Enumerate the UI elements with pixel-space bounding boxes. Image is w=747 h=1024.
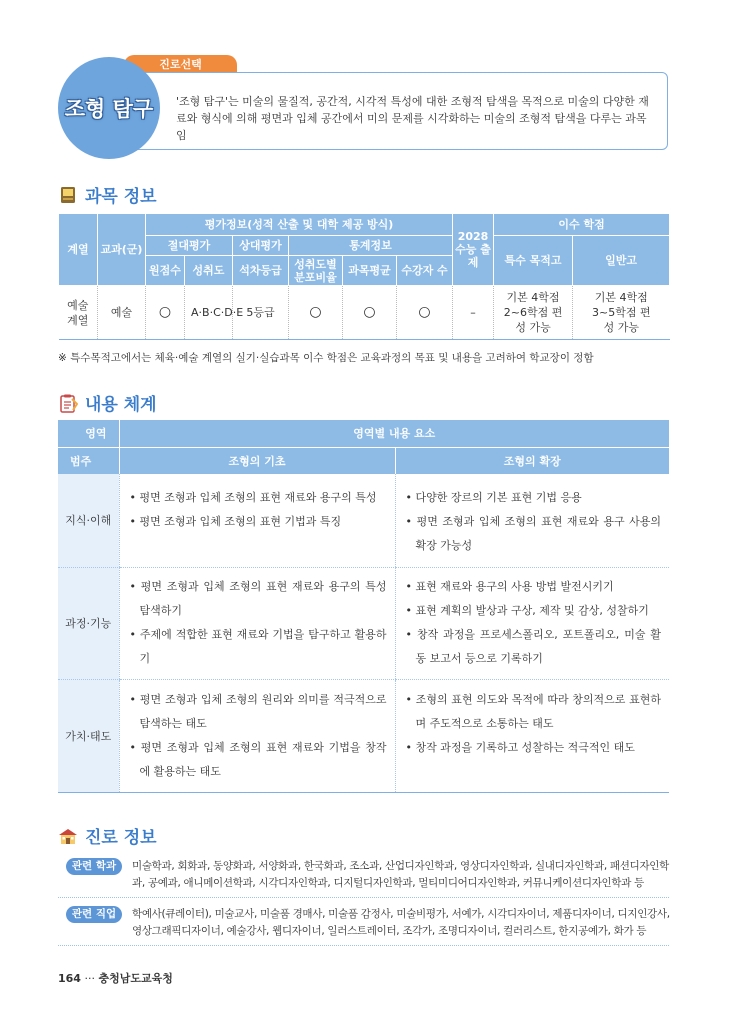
clipboard-icon	[58, 393, 78, 413]
track-tab-label: 진로선택	[124, 55, 237, 75]
cell-special-school: 기본 4학점 2~6학점 편성 가능	[494, 286, 573, 340]
cell-general-school: 기본 4학점 3~5학점 편성 가능	[573, 286, 670, 340]
section-title-text: 과목 정보	[85, 187, 157, 207]
list-item: • 표현 계획의 발상과 구상, 제작 및 감상, 성찰하기	[406, 599, 662, 623]
list-item: • 평면 조형과 입체 조형의 표현 재료와 기법을 창작에 활용하는 태도	[130, 736, 387, 784]
section-heading-subject-info	[58, 182, 157, 207]
th-col-extended: 조형의 확장	[395, 447, 669, 474]
cell-students: ○	[397, 286, 453, 340]
cell-track: 예술 계열	[59, 286, 98, 340]
list-item: • 평면 조형과 입체 조형의 표현 재료와 용구 사용의 확장 가능성	[406, 510, 662, 558]
related-jobs-row	[58, 904, 669, 946]
th-special-school: 특수 목적고	[494, 236, 573, 286]
subject-title: 조형 탐구	[64, 97, 154, 121]
th-category: 범주	[58, 447, 119, 474]
th-evaluation: 평가정보(성적 산출 및 대학 제공 방식)	[146, 214, 453, 236]
list-item: • 다양한 장르의 기본 표현 기법 응용	[406, 486, 662, 510]
list-item: • 조형의 표현 의도와 목적에 따라 창의적으로 표현하며 주도적으로 소통하는 태도	[406, 688, 662, 736]
list-item: • 평면 조형과 입체 조형의 표현 기법과 특징	[130, 510, 387, 534]
school-icon	[58, 826, 78, 846]
section-title-text: 진로 정보	[85, 828, 157, 848]
page-footer	[58, 970, 173, 986]
cell-achievement: A·B·C·D·E	[185, 286, 233, 340]
cell-csat-2028: –	[453, 286, 494, 340]
th-elements: 영역별 내용 요소	[119, 420, 669, 447]
subject-info-footnote: ※ 특수목적고에서는 체육·예술 계열의 실기·실습과목 이수 학점은 교육과정의 목표 및 내용을 고려하여 학교장이 정함	[58, 352, 594, 364]
category-knowledge: 지식·이해	[58, 474, 119, 567]
page-number: 164	[58, 972, 81, 985]
category-process: 과정·기능	[58, 567, 119, 679]
related-majors-row	[58, 856, 669, 898]
table-row	[59, 286, 670, 340]
th-area: 영역	[58, 420, 119, 447]
table-row	[58, 474, 669, 567]
th-col-basic: 조형의 기초	[119, 447, 395, 474]
book-icon	[58, 185, 78, 205]
cell-basic	[119, 474, 395, 567]
th-statistics: 통계정보	[289, 236, 453, 256]
cell-basic	[119, 567, 395, 679]
th-subject-group: 교과(군)	[98, 214, 146, 286]
cell-extended	[395, 567, 669, 679]
subject-description: '조형 탐구'는 미술의 물질적, 공간적, 시각적 특성에 대한 조형적 탐색을 목적으로 미술의 다양한 재료와 형식에 의해 평면과 입체 공간에서 미의 문제를 시각화하는 미술의 조형적 탐색을 다루는 과목임	[130, 72, 668, 150]
table-row	[58, 679, 669, 792]
content-system-table	[58, 420, 669, 793]
list-item: • 주제에 적합한 표현 재료와 기법을 탐구하고 활용하기	[130, 623, 387, 671]
list-item: • 창작 과정을 기록하고 성찰하는 적극적인 태도	[406, 736, 662, 760]
list-item: • 평면 조형과 입체 조형의 원리와 의미를 적극적으로 탐색하는 태도	[130, 688, 387, 736]
cell-extended	[395, 474, 669, 567]
th-csat-2028: 2028 수능 출제	[453, 214, 494, 286]
list-item: • 평면 조형과 입체 조형의 표현 재료와 용구의 특성	[130, 486, 387, 510]
related-jobs-text: 학예사(큐레이터), 미술교사, 미술품 경매사, 미술품 감정사, 미술비평가, 서예가, 시각디자이너, 제품디자이너, 디지인강사, 영상그래픽디자이너, 예술강사, 웹디자이너, 일러스트레이터, 조각가, 조명디자이너, 컬러리스트, 한지공예가, 화가 등	[132, 908, 670, 937]
cell-subject-group: 예술	[98, 286, 146, 340]
related-jobs-badge: 관련 직업	[66, 906, 122, 923]
list-item: • 평면 조형과 입체 조형의 표현 재료와 용구의 특성 탐색하기	[130, 575, 387, 623]
section-heading-content-system	[58, 390, 157, 415]
category-values: 가치·태도	[58, 679, 119, 792]
th-relative: 상대평가	[233, 236, 289, 256]
cell-achievement-ratio: ○	[289, 286, 343, 340]
list-item: • 표현 재료와 용구의 사용 방법 발전시키기	[406, 575, 662, 599]
th-achievement: 성취도	[185, 256, 233, 286]
th-general-school: 일반고	[573, 236, 670, 286]
subject-title-badge	[58, 57, 160, 159]
related-majors-badge: 관련 학과	[66, 858, 122, 875]
table-row	[58, 567, 669, 679]
section-heading-career-info	[58, 823, 157, 848]
publisher-name: 충청남도교육청	[98, 972, 173, 985]
footer-separator: ···	[84, 972, 95, 985]
cell-subject-mean: ○	[343, 286, 397, 340]
th-subject-mean: 과목평균	[343, 256, 397, 286]
cell-basic	[119, 679, 395, 792]
th-track: 계열	[59, 214, 98, 286]
th-students: 수강자 수	[397, 256, 453, 286]
cell-rank-grade: 5등급	[233, 286, 289, 340]
subject-info-table	[58, 213, 670, 340]
cell-raw-score: ○	[146, 286, 185, 340]
cell-extended	[395, 679, 669, 792]
th-absolute: 절대평가	[146, 236, 233, 256]
section-title-text: 내용 체계	[85, 395, 157, 415]
th-rank-grade: 석차등급	[233, 256, 289, 286]
th-achievement-ratio: 성취도별 분포비율	[289, 256, 343, 286]
list-item: • 창작 과정을 프로세스폴리오, 포트폴리오, 미술 활동 보고서 등으로 기록하기	[406, 623, 662, 671]
th-raw-score: 원점수	[146, 256, 185, 286]
related-majors-text: 미술학과, 회화과, 동양화과, 서양화과, 한국화과, 조소과, 산업디자인학과, 영상디자인학과, 실내디자인학과, 패션디자인학과, 공예과, 애니메이션학과, 시각디자인학과, 디지털디자인학과, 멀티미디어디자인학과, 커뮤니케이션디자인학과 등	[132, 860, 669, 889]
th-credits: 이수 학점	[494, 214, 670, 236]
